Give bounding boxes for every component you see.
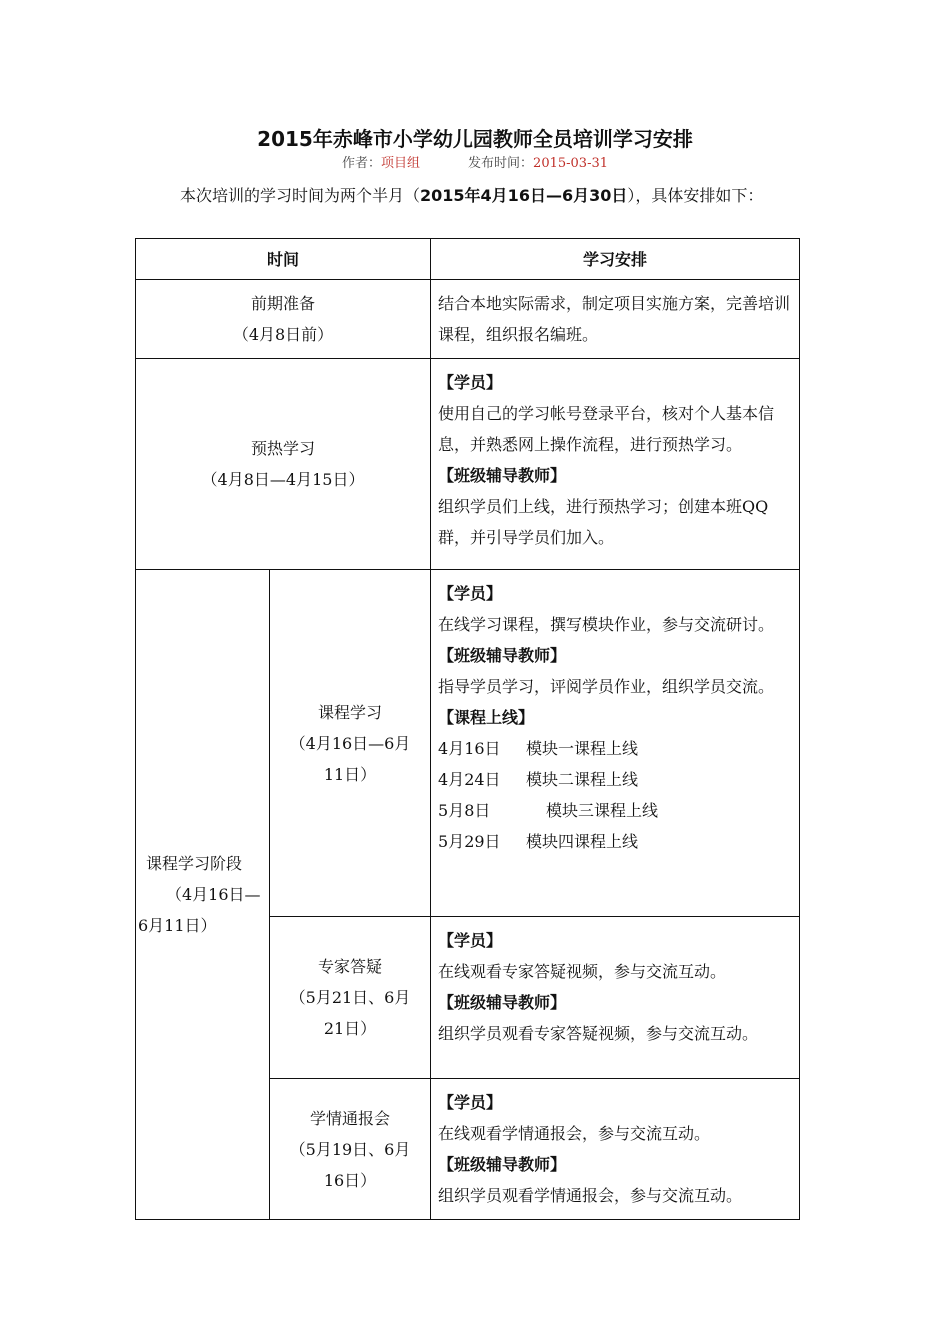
prep-time-cell: 前期准备 （4月8日前） [136,280,431,359]
table-row [136,280,800,359]
article-meta [0,152,950,171]
intro-paragraph: 本次培训的学习时间为两个半月（2015年4月16日—6月30日），具体安排如下： [180,186,764,205]
course-time-cell: 课程学习 （4月16日—6月11日） [270,570,431,917]
report-time-cell: 学情通报会 （5月19日、6月16日） [270,1079,431,1220]
schedule-line: 4月24日 模块二课程上线 [438,770,639,789]
schedule-line: 4月16日 模块一课程上线 [438,739,639,758]
stage-time-cell: 课程学习阶段 （4月16日—6月11日） [136,570,270,1220]
course-arrangement-cell: 【学员】 在线学习课程，撰写模块作业，参与交流研讨。 【班级辅导教师】 指导学员学习，评阅学员作业，组织学员交流。 【课程上线】 4月16日 模块一课程上线 4月24日 模块二课程上线 5月8日 模块三课程上线 5月29日 模块四课程上线 [431,570,800,917]
report-arrangement-cell: 【学员】 在线观看学情通报会，参与交流互动。 【班级辅导教师】 组织学员观看学情通报会，参与交流互动。 [431,1079,800,1220]
warmup-arrangement-cell: 【学员】 使用自己的学习帐号登录平台，核对个人基本信息，并熟悉网上操作流程，进行预热学习。 【班级辅导教师】 组织学员们上线，进行预热学习；创建本班QQ群，并引导学员们加入。 [431,359,800,570]
expert-arrangement-cell: 【学员】 在线观看专家答疑视频，参与交流互动。 【班级辅导教师】 组织学员观看专家答疑视频，参与交流互动。 [431,917,800,1079]
date-value: 2015-03-31 [533,156,608,171]
warmup-time-cell: 预热学习 （4月8日—4月15日） [136,359,431,570]
header-arrangement: 学习安排 [431,239,800,280]
intro-date-range: 2015年4月16日—6月30日 [420,186,628,205]
expert-time-cell: 专家答疑 （5月21日、6月21日） [270,917,431,1079]
date-label: 发布时间： [468,156,534,171]
page-title: 2015年赤峰市小学幼儿园教师全员培训学习安排 [257,127,693,151]
header-time: 时间 [136,239,431,280]
table-header-row [136,239,800,280]
author-value: 项目组 [381,156,421,171]
schedule-line: 5月29日 模块四课程上线 [438,832,639,851]
table-row [136,359,800,570]
schedule-line: 5月8日 模块三课程上线 [438,801,659,820]
schedule-table [135,238,800,1220]
prep-arrangement-cell: 结合本地实际需求，制定项目实施方案，完善培训课程，组织报名编班。 [431,280,800,359]
author-label: 作者： [342,156,382,171]
table-row [136,570,800,917]
